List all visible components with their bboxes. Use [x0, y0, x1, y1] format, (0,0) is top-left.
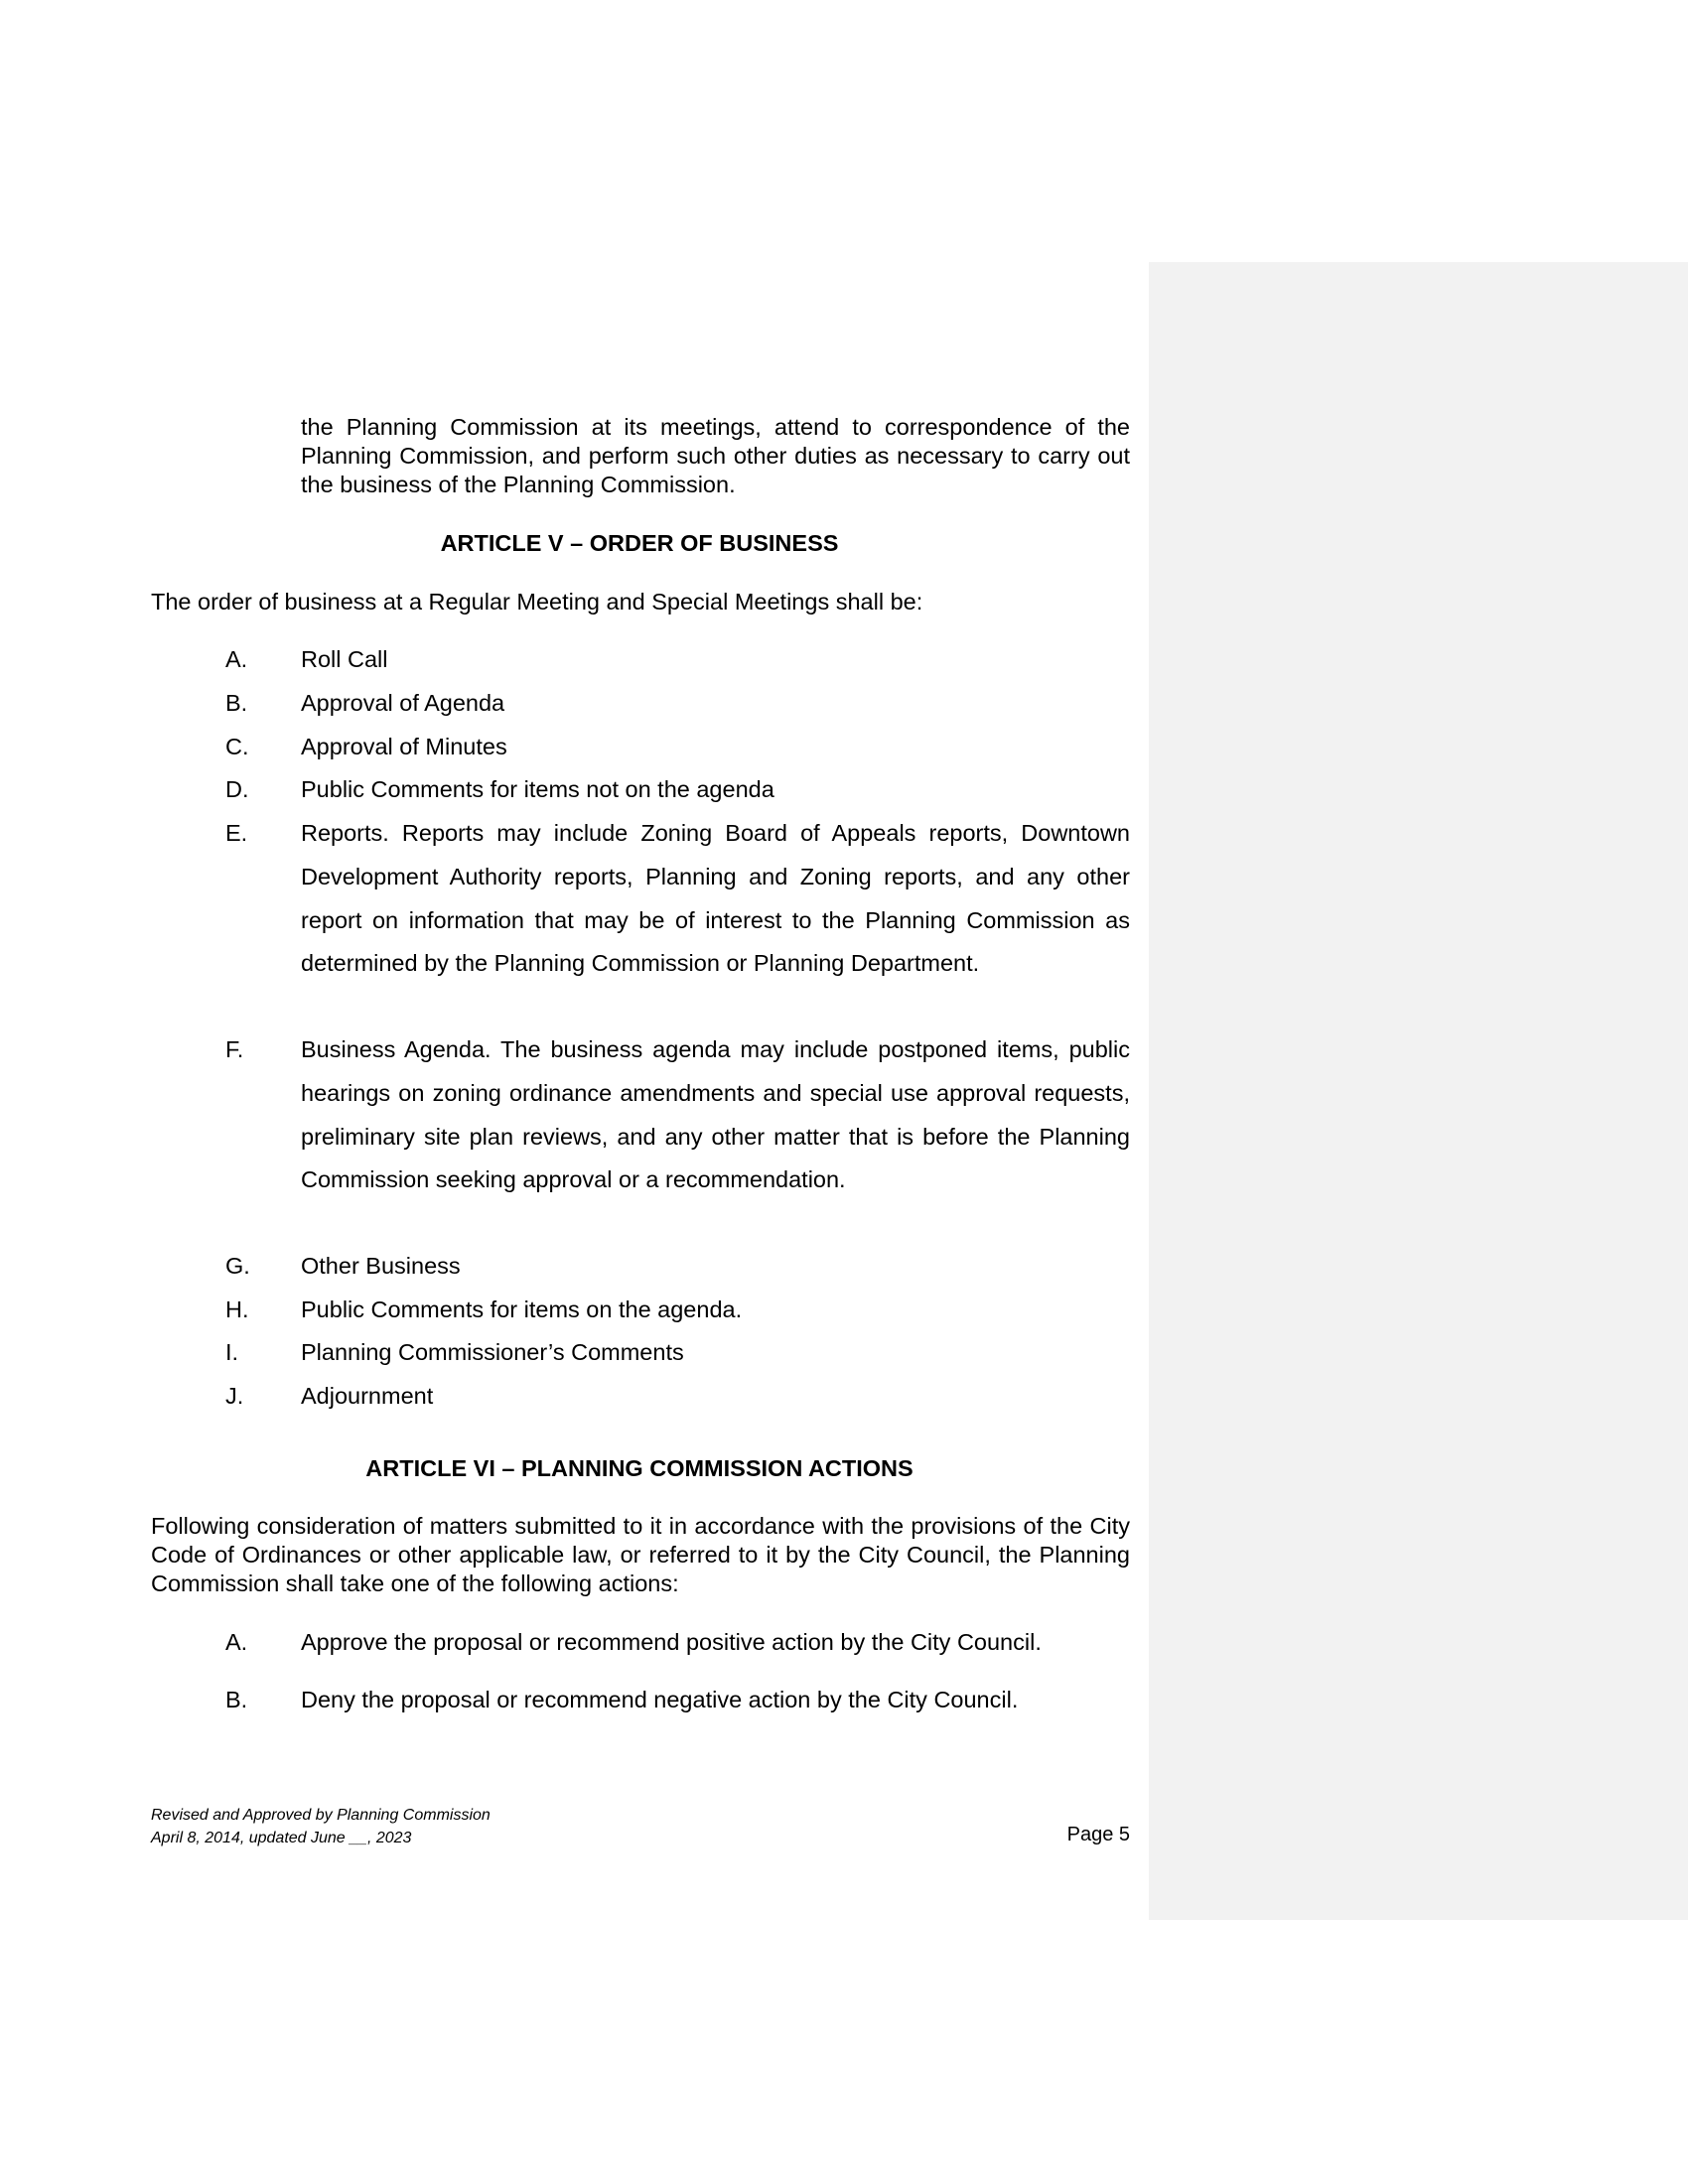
list-item-letter: G. — [225, 1253, 250, 1279]
list-item-letter: H. — [225, 1297, 249, 1322]
article-6-intro: Following consideration of matters submitted to it in accordance with the provisions of the City Code of Ordinances or other applicable law, or referred to it by the City Council, the Planning Commission shall take one of the following actions: — [151, 1513, 1130, 1596]
list-item: Approve the proposal or recommend positive action by the City Council. — [301, 1629, 1042, 1655]
article-5-heading: ARTICLE V – ORDER OF BUSINESS — [440, 530, 839, 556]
footer-line-1: Revised and Approved by Planning Commission — [151, 1807, 491, 1824]
list-item: Business Agenda. The business agenda may include postponed items, public hearings on zoning ordinance amendments and special use approval requests, preliminary site plan reviews, and any other matter that is before the Planning Commission seeking approval or a recommendation. — [301, 1036, 1130, 1193]
list-item-letter: C. — [225, 734, 249, 759]
list-item-letter: B. — [225, 1687, 248, 1712]
list-item: Approval of Agenda — [301, 690, 505, 716]
intro-paragraph: the Planning Commission at its meetings, attend to correspondence of the Planning Commission, and perform such other duties as necessary to carry out the business of the Planning Commission. — [301, 414, 1130, 497]
list-item: Deny the proposal or recommend negative action by the City Council. — [301, 1687, 1019, 1712]
list-item: Reports. Reports may include Zoning Board of Appeals reports, Downtown Development Authority reports, Planning and Zoning reports, and any other report on information that may be of interest to the Planning Commission as determined by the Planning Commission or Planning Department. — [301, 820, 1130, 977]
list-item: Other Business — [301, 1253, 461, 1279]
list-item-letter: B. — [225, 690, 248, 716]
article-6-heading: ARTICLE VI – PLANNING COMMISSION ACTIONS — [365, 1455, 914, 1481]
comment-margin-panel — [1149, 262, 1688, 1920]
page-number: Page 5 — [1066, 1824, 1130, 1845]
article-5-intro: The order of business at a Regular Meeting and Special Meetings shall be: — [151, 589, 923, 614]
list-item-letter: I. — [225, 1339, 239, 1365]
list-item-letter: A. — [225, 1629, 248, 1655]
list-item: Public Comments for items on the agenda. — [301, 1297, 743, 1322]
list-item: Adjournment — [301, 1383, 434, 1409]
footer-line-2: April 8, 2014, updated June __, 2023 — [151, 1830, 412, 1846]
list-item: Public Comments for items not on the agenda — [301, 776, 774, 802]
footer-revision-note — [151, 1804, 491, 1849]
list-item: Planning Commissioner’s Comments — [301, 1339, 684, 1365]
list-item: Roll Call — [301, 646, 388, 672]
list-item: Approval of Minutes — [301, 734, 507, 759]
list-item-letter: F. — [225, 1036, 244, 1062]
list-item-letter: E. — [225, 820, 248, 846]
list-item-letter: J. — [225, 1383, 244, 1409]
list-item-letter: A. — [225, 646, 248, 672]
list-item-letter: D. — [225, 776, 249, 802]
